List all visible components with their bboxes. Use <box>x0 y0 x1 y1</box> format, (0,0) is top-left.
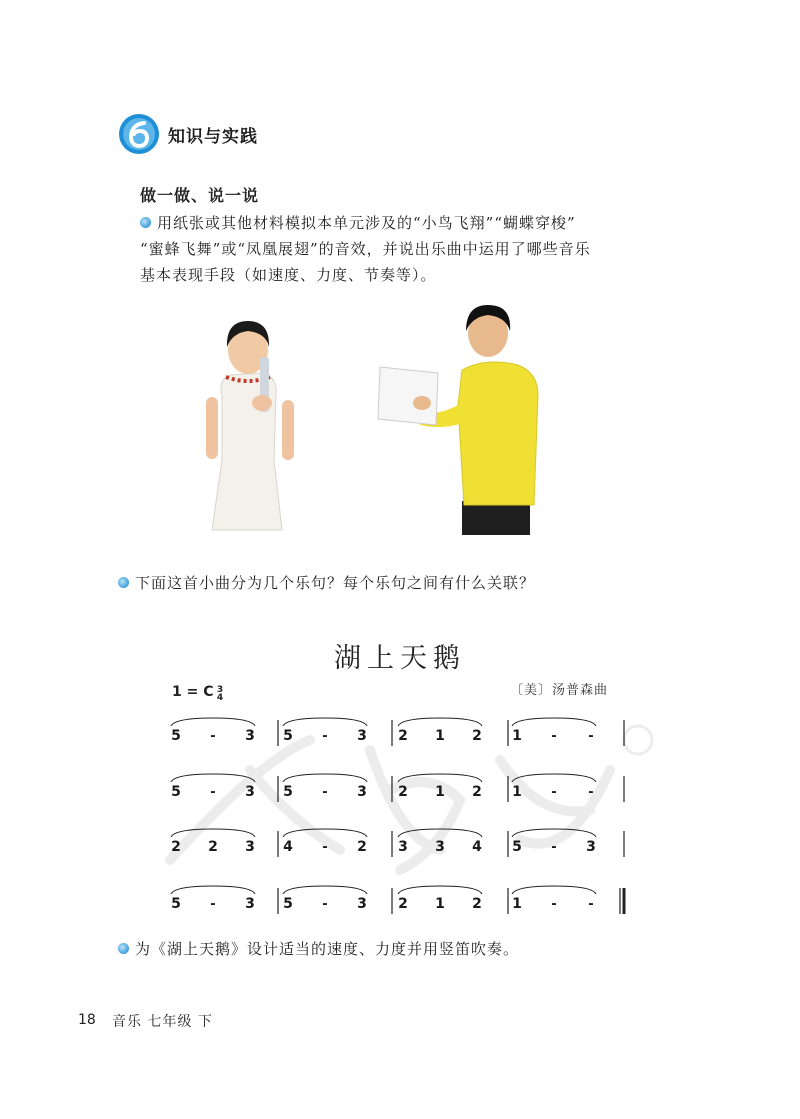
dash-note: - <box>210 729 216 744</box>
slur-mark <box>398 829 482 837</box>
bullet-dot-icon <box>118 577 129 588</box>
slur-mark <box>398 718 482 726</box>
note: 5 <box>171 896 181 912</box>
song-composer: 〔美〕汤普森曲 <box>510 683 609 698</box>
bullet-line: “蜜蜂飞舞”或“凤凰展翅”的音效，并说出乐曲中运用了哪些音乐 <box>140 240 591 258</box>
book-title: 音乐 七年级 下 <box>112 1014 213 1030</box>
dash-note: - <box>588 897 594 912</box>
slur-mark <box>512 774 596 782</box>
slur-mark <box>171 774 255 782</box>
dash-note: - <box>322 897 328 912</box>
note: 3 <box>245 784 255 800</box>
section-heading <box>118 112 258 156</box>
dash-note: - <box>551 897 557 912</box>
note: 2 <box>472 784 482 800</box>
dash-note: - <box>551 785 557 800</box>
slur-mark <box>398 774 482 782</box>
note: 5 <box>283 896 293 912</box>
bullet-text-line: 用纸张或其他材料模拟本单元涉及的“小鸟飞翔”“蝴蝶穿梭” <box>157 214 576 232</box>
bullet-text: 下面这首小曲分为几个乐句？每个乐句之间有什么关联？ <box>135 574 536 592</box>
note: 4 <box>472 839 482 855</box>
key-signature: 1 = C <box>172 684 214 700</box>
note: 5 <box>171 728 181 744</box>
note: 2 <box>208 839 218 855</box>
note: 2 <box>472 728 482 744</box>
note: 1 <box>512 784 522 800</box>
bullet-text: 为《湖上天鹅》设计适当的速度、力度并用竖笛吹奏。 <box>135 940 520 958</box>
note: 1 <box>512 896 522 912</box>
note: 2 <box>398 728 408 744</box>
note: 4 <box>283 839 293 855</box>
girl-figure <box>206 321 294 530</box>
bullet-item-2 <box>118 570 535 596</box>
note: 5 <box>512 839 522 855</box>
note: 3 <box>398 839 408 855</box>
note: 1 <box>435 784 445 800</box>
bullet-line: 基本表现手段（如速度、力度、节奏等）。 <box>140 266 437 284</box>
dash-note: - <box>551 729 557 744</box>
note: 3 <box>357 896 367 912</box>
slur-mark <box>398 886 482 894</box>
bullet-line <box>140 210 591 236</box>
note: 3 <box>245 896 255 912</box>
section-number-badge-icon <box>118 113 160 155</box>
dash-note: - <box>210 897 216 912</box>
bullet-dot-icon <box>140 217 151 228</box>
note: 1 <box>435 896 445 912</box>
note: 3 <box>357 784 367 800</box>
dash-note: - <box>588 785 594 800</box>
dash-note: - <box>322 840 328 855</box>
bullet-item-3 <box>118 936 519 962</box>
note: 3 <box>586 839 596 855</box>
slur-mark <box>512 829 596 837</box>
note: 5 <box>283 784 293 800</box>
note: 1 <box>512 728 522 744</box>
note: 2 <box>171 839 181 855</box>
note: 2 <box>398 784 408 800</box>
note: 2 <box>357 839 367 855</box>
note: 2 <box>472 896 482 912</box>
section-title: 知识与实践 <box>168 126 258 147</box>
dash-note: - <box>210 785 216 800</box>
boy-figure <box>378 305 538 535</box>
page-number: 18 <box>78 1012 96 1028</box>
note: 3 <box>435 839 445 855</box>
bullet-item-1 <box>140 210 591 288</box>
note: 3 <box>245 839 255 855</box>
dash-note: - <box>588 729 594 744</box>
dash-note: - <box>322 729 328 744</box>
slur-mark <box>512 718 596 726</box>
time-signature-top: 3 <box>216 685 224 695</box>
dash-note: - <box>551 840 557 855</box>
note: 2 <box>398 896 408 912</box>
song-title: 湖上天鹅 <box>334 643 466 674</box>
time-signature-bottom: 4 <box>216 693 224 703</box>
slur-mark <box>283 886 367 894</box>
slur-mark <box>171 886 255 894</box>
photo-students-illustration <box>200 285 560 545</box>
slur-mark <box>512 886 596 894</box>
subsection-title: 做一做、说一说 <box>140 186 260 205</box>
bullet-dot-icon <box>118 943 129 954</box>
numbered-score <box>0 700 800 930</box>
slur-mark <box>283 774 367 782</box>
dash-note: - <box>322 785 328 800</box>
slur-mark <box>171 718 255 726</box>
slur-mark <box>171 829 255 837</box>
note: 5 <box>171 784 181 800</box>
slur-mark <box>283 718 367 726</box>
note: 3 <box>357 728 367 744</box>
note: 3 <box>245 728 255 744</box>
slur-mark <box>283 829 367 837</box>
note: 5 <box>283 728 293 744</box>
note: 1 <box>435 728 445 744</box>
